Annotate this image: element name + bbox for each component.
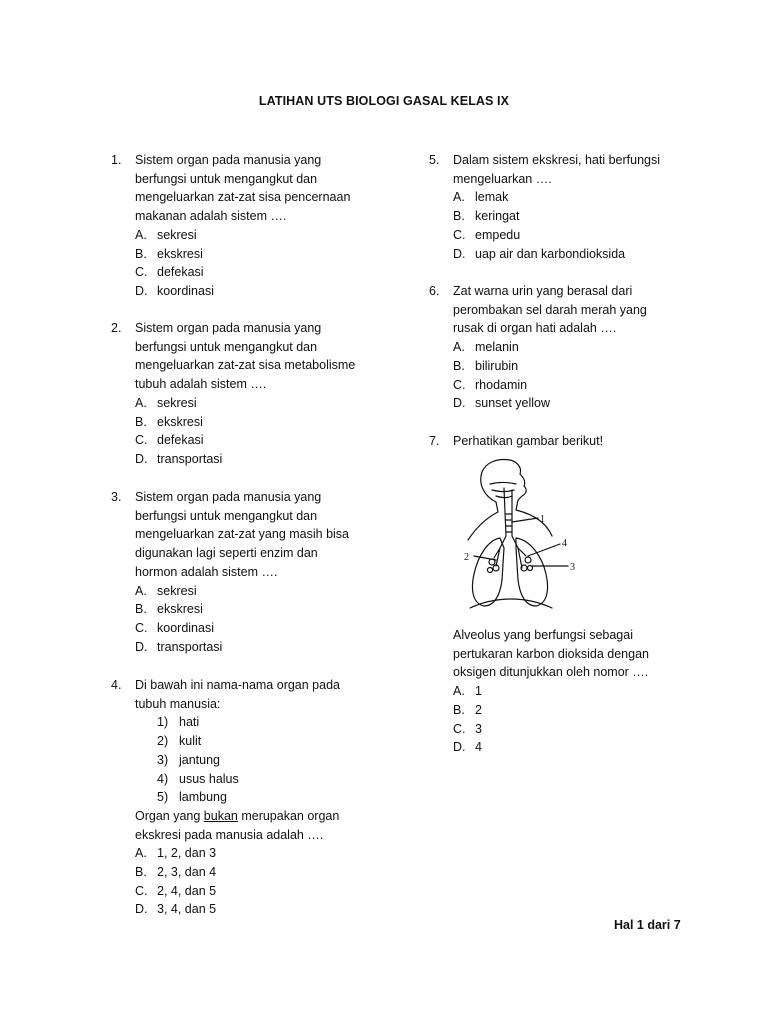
option-d[interactable]: D. uap air dan karbondioksida [453, 246, 626, 261]
option-d[interactable]: D. 3, 4, dan 5 [135, 902, 217, 917]
option-a[interactable]: A. 1 [453, 684, 482, 699]
question-stem: Sistem organ pada manusia yang berfungsi untuk mengangkut dan mengeluarkan zat-zat yang masih bisa digunakan lagi seperti enzim dan hormon adalah sistem …. [135, 490, 350, 579]
question-stem: Perhatikan gambar berikut! [453, 434, 604, 448]
question-5 [429, 151, 729, 263]
question-followup: Organ yang bukan merupakan organ ekskresi pada manusia adalah …. [135, 808, 340, 842]
question-2 [111, 319, 401, 469]
option-a[interactable]: A. sekresi [135, 395, 197, 410]
option-b[interactable]: B. 2, 3, dan 4 [135, 865, 217, 880]
figure-label-3: 3 [570, 562, 575, 573]
question-stem: Zat warna urin yang berasal dari perombakan sel darah merah yang rusak di organ hati adalah …. [453, 284, 647, 336]
question-number: 3. [111, 490, 122, 504]
question-7-body [429, 626, 729, 757]
option-b[interactable]: B. ekskresi [135, 246, 203, 261]
question-number: 5. [429, 153, 440, 167]
option-a[interactable]: A. sekresi [135, 583, 197, 598]
option-d[interactable]: D. transportasi [135, 639, 223, 654]
list-item: 3) jantung [157, 752, 221, 767]
question-1 [111, 151, 401, 301]
question-stem: Di bawah ini nama-nama organ pada tubuh manusia: [135, 678, 340, 711]
question-number: 7. [429, 434, 440, 448]
option-a[interactable]: A. sekresi [135, 227, 197, 242]
figure-label-1: 1 [540, 514, 545, 525]
question-number: 6. [429, 284, 440, 298]
option-a[interactable]: A. lemak [453, 190, 509, 205]
option-c[interactable]: C. 3 [453, 721, 482, 736]
option-c[interactable]: C. defekasi [135, 433, 204, 448]
question-stem: Sistem organ pada manusia yang berfungsi untuk mengangkut dan mengeluarkan zat-zat sisa metabolisme tubuh adalah sistem …. [135, 321, 356, 392]
option-c[interactable]: C. 2, 4, dan 5 [135, 883, 217, 898]
option-b[interactable]: B. bilirubin [453, 358, 519, 373]
option-d[interactable]: D. koordinasi [135, 283, 214, 298]
option-d[interactable]: D. transportasi [135, 451, 223, 466]
option-b[interactable]: B. 2 [453, 702, 482, 717]
list-item: 5) lambung [157, 790, 227, 805]
option-c[interactable]: C. koordinasi [135, 620, 214, 635]
option-c[interactable]: C. defekasi [135, 265, 204, 280]
question-7 [429, 432, 729, 451]
page-number: Hal 1 dari 7 [614, 918, 681, 932]
figure-label-2: 2 [464, 552, 469, 563]
option-c[interactable]: C. empedu [453, 227, 521, 242]
question-3 [111, 488, 401, 656]
question-number: 4. [111, 678, 122, 692]
option-b[interactable]: B. ekskresi [135, 414, 203, 429]
underlined-word: bukan [203, 808, 238, 823]
question-stem: Sistem organ pada manusia yang berfungsi untuk mengangkut dan mengeluarkan zat-zat sisa pencernaan makanan adalah sistem …. [135, 153, 351, 224]
option-a[interactable]: A. 1, 2, dan 3 [135, 846, 217, 861]
list-item: 4) usus halus [157, 771, 239, 786]
question-6 [429, 282, 729, 413]
page-title: LATIHAN UTS BIOLOGI GASAL KELAS IX [258, 94, 510, 108]
option-b[interactable]: B. keringat [453, 209, 520, 224]
option-d[interactable]: D. 4 [453, 740, 482, 755]
option-a[interactable]: A. melanin [453, 340, 519, 355]
list-item: 1) hati [157, 715, 200, 730]
option-b[interactable]: B. ekskresi [135, 602, 203, 617]
option-c[interactable]: C. rhodamin [453, 377, 528, 392]
question-4 [111, 676, 401, 919]
question-stem: Dalam sistem ekskresi, hati berfungsi mengeluarkan …. [453, 153, 661, 186]
option-d[interactable]: D. sunset yellow [453, 396, 551, 411]
question-followup: Alveolus yang berfungsi sebagai pertukaran karbon dioksida dengan oksigen ditunjukkan oleh nomor …. [453, 628, 649, 680]
list-item: 2) kulit [157, 734, 202, 749]
question-number: 1. [111, 153, 122, 167]
respiratory-system-figure [456, 456, 588, 618]
question-number: 2. [111, 321, 122, 335]
figure-label-4: 4 [562, 538, 567, 549]
